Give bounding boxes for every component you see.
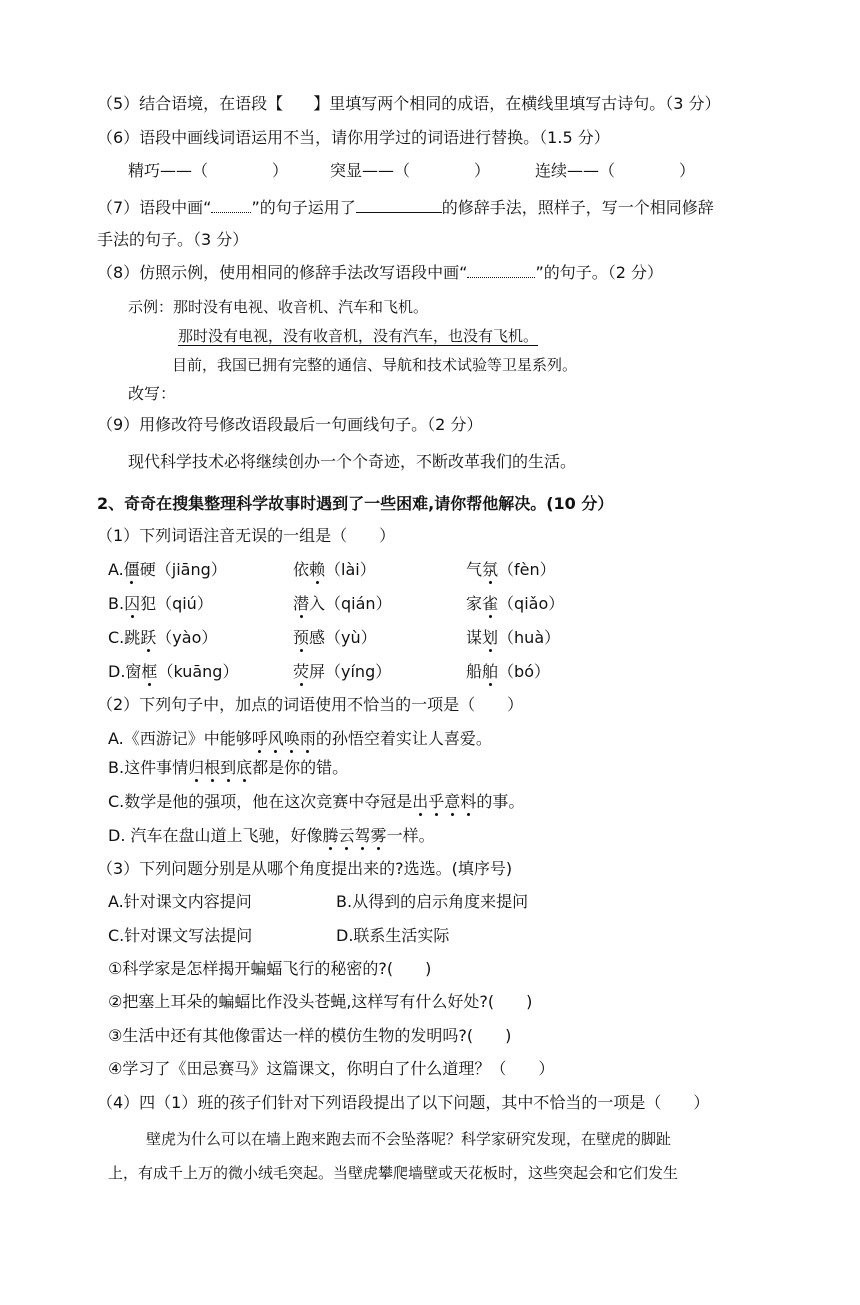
s2q2-option-b: B.这件事情归根到底都是你的错。 [108,758,349,777]
emphasis-dot-char: 雨 [299,729,316,748]
q8-example: 示例：那时没有电视、收音机、汽车和飞机。 [128,298,429,316]
q8-rewrite-label: 改写： [128,384,177,403]
dotted-word [412,792,476,811]
emphasis-dot-char: 唤 [283,729,300,748]
q5-line [97,93,720,115]
q7-mark-sample [211,198,251,213]
q7-line-1: （7）语段中画“ ”的句子运用了 的修辞手法，照样子，写一个相同修辞 [97,198,714,217]
emphasis-dot-char: 驾 [354,826,371,845]
q8-example-rewrite: 那时没有电视，没有收音机，没有汽车，也没有飞机。 [178,327,539,345]
s2q3-option-d: D.联系生活实际 [336,926,450,945]
section-2-title: 2、奇奇在搜集整理科学故事时遇到了一些困难,请你帮他解决。(10 分） [97,494,614,513]
s2q1-option-b-word3: 家雀（qiǎo） [466,594,565,613]
s2q1-option-b: B.囚犯（qiú） [108,594,213,613]
s2q3-question-1: ①科学家是怎样揭开蝙蝠飞行的秘密的?( ) [108,959,432,978]
s2q1-option-b-word2: 潜入（qián） [293,594,392,613]
s2q2-option-a: A.《西游记》中能够呼风唤雨的孙悟空着实让人喜爱。 [108,729,492,748]
s2q1-option-d-word2: 荧屏（yíng） [293,662,392,681]
s2q2-option-d: D. 汽车在盘山道上飞驰，好像腾云驾雾一样。 [108,826,435,845]
s2q3-option-c: C.针对课文写法提问 [108,926,253,945]
q8-target-sentence: 目前，我国已拥有完整的通信、导航和技术试验等卫星系列。 [172,356,578,374]
q9-text: （9）用修改符号修改语段最后一句画线句子。（2 分） [97,415,483,434]
q7-answer-blank[interactable] [356,196,442,213]
s2q3-text: （3）下列问题分别是从哪个角度提出来的?选选。(填序号) [97,859,513,878]
s2q1-option-d-word3: 船舶（bó） [466,662,550,681]
q6-item-2: 突显——（ ） [330,161,491,180]
q6-item-1: 精巧——（ ） [128,161,289,180]
q5-text-b: 】里填写两个相同的成语，在横线里填写古诗句。（3 分） [313,94,721,113]
emphasis-dot-char: 到 [220,758,237,777]
emphasis-dot-char: 乎 [428,792,445,811]
s2q3-question-4: ④学习了《田忌赛马》这篇课文，你明白了什么道理？（ ） [108,1059,555,1078]
s2q4-passage-line-2: 上，有成千上万的微小绒毛突起。当壁虎攀爬墙壁或天花板时，这些突起会和它们发生 [108,1164,679,1182]
s2q1-option-a-word3: 气氛（fèn） [466,560,556,579]
emphasis-dot-char: 料 [460,792,477,811]
emphasis-dot-char: 呼 [251,729,268,748]
s2q3-question-3: ③生活中还有其他像雷达一样的模仿生物的发明吗?( ) [108,1026,512,1045]
q6-item-3: 连续——（ ） [535,161,696,180]
emphasis-dot-char: 根 [204,758,221,777]
emphasis-dot-char: 归 [188,758,205,777]
s2q1-option-a: A.僵硬（jiāng） [108,560,227,579]
q5-text-a: （5）结合语境，在语段【 [97,94,284,113]
q8-mark-sample [467,263,535,278]
s2q4-passage-line-1: 壁虎为什么可以在墙上跑来跑去而不会坠落呢？科学家研究发现，在壁虎的脚趾 [146,1130,672,1148]
dotted-word [252,729,316,748]
emphasis-dot-char: 雾 [370,826,387,845]
s2q2-text: （2）下列句子中，加点的词语使用不恰当的一项是（ ） [97,695,524,714]
s2q1-option-c-word2: 预感（yù） [293,628,377,647]
s2q1-option-a-word2: 依赖（lài） [293,560,376,579]
emphasis-dot-char: 底 [236,758,253,777]
s2q4-text: （4）四（1）班的孩子们针对下列语段提出了以下问题，其中不恰当的一项是（ ） [97,1093,710,1112]
q9-sentence: 现代科学技术必将继续创办一个个奇迹，不断改革我们的生活。 [128,452,577,471]
emphasis-dot-char: 风 [267,729,284,748]
emphasis-dot-char: 腾 [322,826,339,845]
dotted-word [323,826,387,845]
s2q1-option-c-word3: 谋划（huà） [466,628,561,647]
emphasis-dot-char: 出 [412,792,429,811]
s2q3-question-2: ②把塞上耳朵的蝙蝠比作没头苍蝇,这样写有什么好处?( ) [108,992,533,1011]
s2q1-option-c: C.跳跃（yào） [108,628,218,647]
q7-line-2: 手法的句子。（3 分） [97,230,249,249]
s2q3-option-a: A.针对课文内容提问 [108,892,252,911]
s2q1-text: （1）下列词语注音无误的一组是（ ） [97,526,396,545]
s2q1-option-d: D.窗框（kuāng） [108,662,239,681]
emphasis-dot-char: 云 [338,826,355,845]
q8-line: （8）仿照示例，使用相同的修辞手法改写语段中画“ ”的句子。（2 分） [97,263,664,282]
s2q3-option-b: B.从得到的启示角度来提问 [336,892,529,911]
s2q2-option-c: C.数学是他的强项，他在这次竞赛中夺冠是出乎意料的事。 [108,792,525,811]
dotted-word [188,758,252,777]
q6-text: （6）语段中画线词语运用不当，请你用学过的词语进行替换。（1.5 分） [97,128,610,147]
emphasis-dot-char: 意 [444,792,461,811]
